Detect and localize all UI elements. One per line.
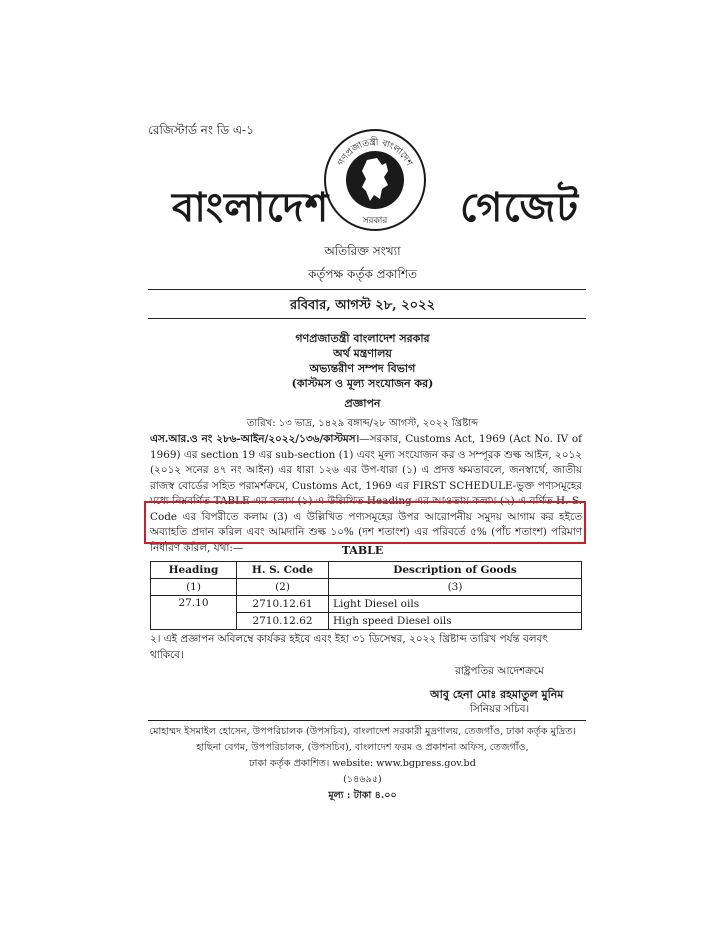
footer-rule <box>148 720 586 721</box>
ministry-name: অর্থ মন্ত্রণালয় <box>333 347 392 360</box>
signatory-name: আবু হেনা মোঃ রহমাতুল মুনিম <box>430 688 564 701</box>
column-header-heading: Heading <box>151 562 237 579</box>
heading-cell: 27.10 <box>151 596 237 630</box>
goods-table <box>150 561 582 630</box>
column-number: (1) <box>151 579 237 596</box>
description-cell: High speed Diesel oils <box>329 613 582 630</box>
hs-code-cell: 2710.12.61 <box>237 596 329 613</box>
column-number: (2) <box>237 579 329 596</box>
division-name: অভ্যন্তরীণ সম্পদ বিভাগ <box>309 362 416 375</box>
notification-date: তারিখ: ১৩ ভাদ্র, ১৪২৯ বঙ্গাব্দ/২৮ আগস্ট, ২০২২ খ্রিষ্টাব্দ <box>246 418 479 429</box>
gazette-title-gazette: গেজেট <box>460 184 580 231</box>
notification-heading: প্রজ্ঞাপন <box>344 397 381 410</box>
hs-code-cell: 2710.12.62 <box>237 613 329 630</box>
government-name: গণপ্রজাতন্ত্রী বাংলাদেশ সরকার <box>295 332 430 345</box>
published-by: কর্তৃপক্ষ কর্তৃক প্রকাশিত <box>307 267 418 281</box>
presidential-order: রাষ্ট্রপতির আদেশক্রমে <box>455 665 544 677</box>
sro-number: এস.আর.ও নং ২৮৬-আইন/২০২২/১৩৬/কাস্টমস। <box>150 433 360 445</box>
header-rule-top <box>148 289 586 290</box>
registration-number: রেজিস্টার্ড নং ডি এ-১ <box>148 123 254 137</box>
gazette-code: (১৪৬৯৫) <box>343 774 382 785</box>
signatory-designation: সিনিয়র সচিব। <box>470 703 530 715</box>
printer-line: মোহাম্মদ ইসমাইল হোসেন, উপপরিচালক (উপসচিব), বাংলাদেশ সরকারী মুদ্রণালয়, তেজগাঁও, ঢাকা কর্তৃক মুদ্রিত। <box>149 726 576 737</box>
column-number: (3) <box>329 579 582 596</box>
header-rule-bottom <box>148 318 586 319</box>
effect-clause: ২। এই প্রজ্ঞাপন অবিলম্বে কার্যকর হইবে এবং ইহা ৩১ ডিসেম্বর, ২০২২ খ্রিষ্টাব্দ তারিখ পর্যন্ত বলবৎ থাকিবে। <box>150 633 548 661</box>
gazette-title-bangladesh: বাংলাদেশ <box>172 184 330 231</box>
gazette-date: রবিবার, আগস্ট ২৮, ২০২২ <box>289 298 436 313</box>
description-cell: Light Diesel oils <box>329 596 582 613</box>
notification-text: —সরকার, Customs Act, 1969 (Act No. IV of 1969) এর section 19 এর sub-section (1) এবং মূল্য সংযোজন কর ও সম্পূরক শুল্ক আইন, ২০১২ (২০১২ সনের ৪৭ নং আইন) এর ধারা ১২৬ এর উপ-ধারা (১) এ প্রদত্ত ক্ষমতাবলে, জনস্বার্থে, জাতীয় রাজস্ব বোর্ডের সহিত পরামর্শক্রমে, Customs Act, 1969 এর FIRST SCHEDULE-ভুক্ত পণ্যসমূহের মধ্যে নিম্নবর্ণিত TABLE এর কলাম (১) এ উল্লিখিত Heading এর আওতায় কলাম (২) এ বর্ণিত H. S. Code এর বিপরীতে কলাম (3) এ উল্লিখিত পণ্যসমূহের উপর আরোপনীয় সমুদয় আগাম কর হইতে অব্যাহতি প্রদান করিল এবং আমদানি শুল্ক ১০% (দশ শতাংশ) এর পরিবর্তে ৫% (পাঁচ শতাংশ) পরিমাণ নির্ধারণ করিল, যথা:— <box>150 433 582 554</box>
seal-bottom-text: সরকার <box>362 216 388 226</box>
gazette-price: মূল্য : টাকা ৪.০০ <box>328 790 397 801</box>
section-name: (কাস্টমস ও মূল্য সংযোজন কর) <box>291 377 434 390</box>
highlight-box <box>144 501 586 544</box>
column-header-hs-code: H. S. Code <box>237 562 329 579</box>
table-title: TABLE <box>341 544 384 557</box>
column-header-description: Description of Goods <box>329 562 582 579</box>
government-seal-icon <box>322 127 428 233</box>
publisher-line: হাছিনা বেগম, উপপরিচালক, (উপসচিব), বাংলাদেশ ফরম ও প্রকাশনা অফিস, তেজগাঁও, <box>196 742 529 753</box>
table-column-number-row <box>151 579 582 596</box>
extraordinary-issue: অতিরিক্ত সংখ্যা <box>324 244 401 258</box>
website-line: ঢাকা কর্তৃক প্রকাশিত। website: www.bgpress.gov.bd <box>249 758 476 769</box>
table-row <box>151 596 582 613</box>
seal-ring-text: গণপ্রজাতন্ত্রী বাংলাদেশ <box>336 137 414 168</box>
table-header-row <box>151 562 582 579</box>
